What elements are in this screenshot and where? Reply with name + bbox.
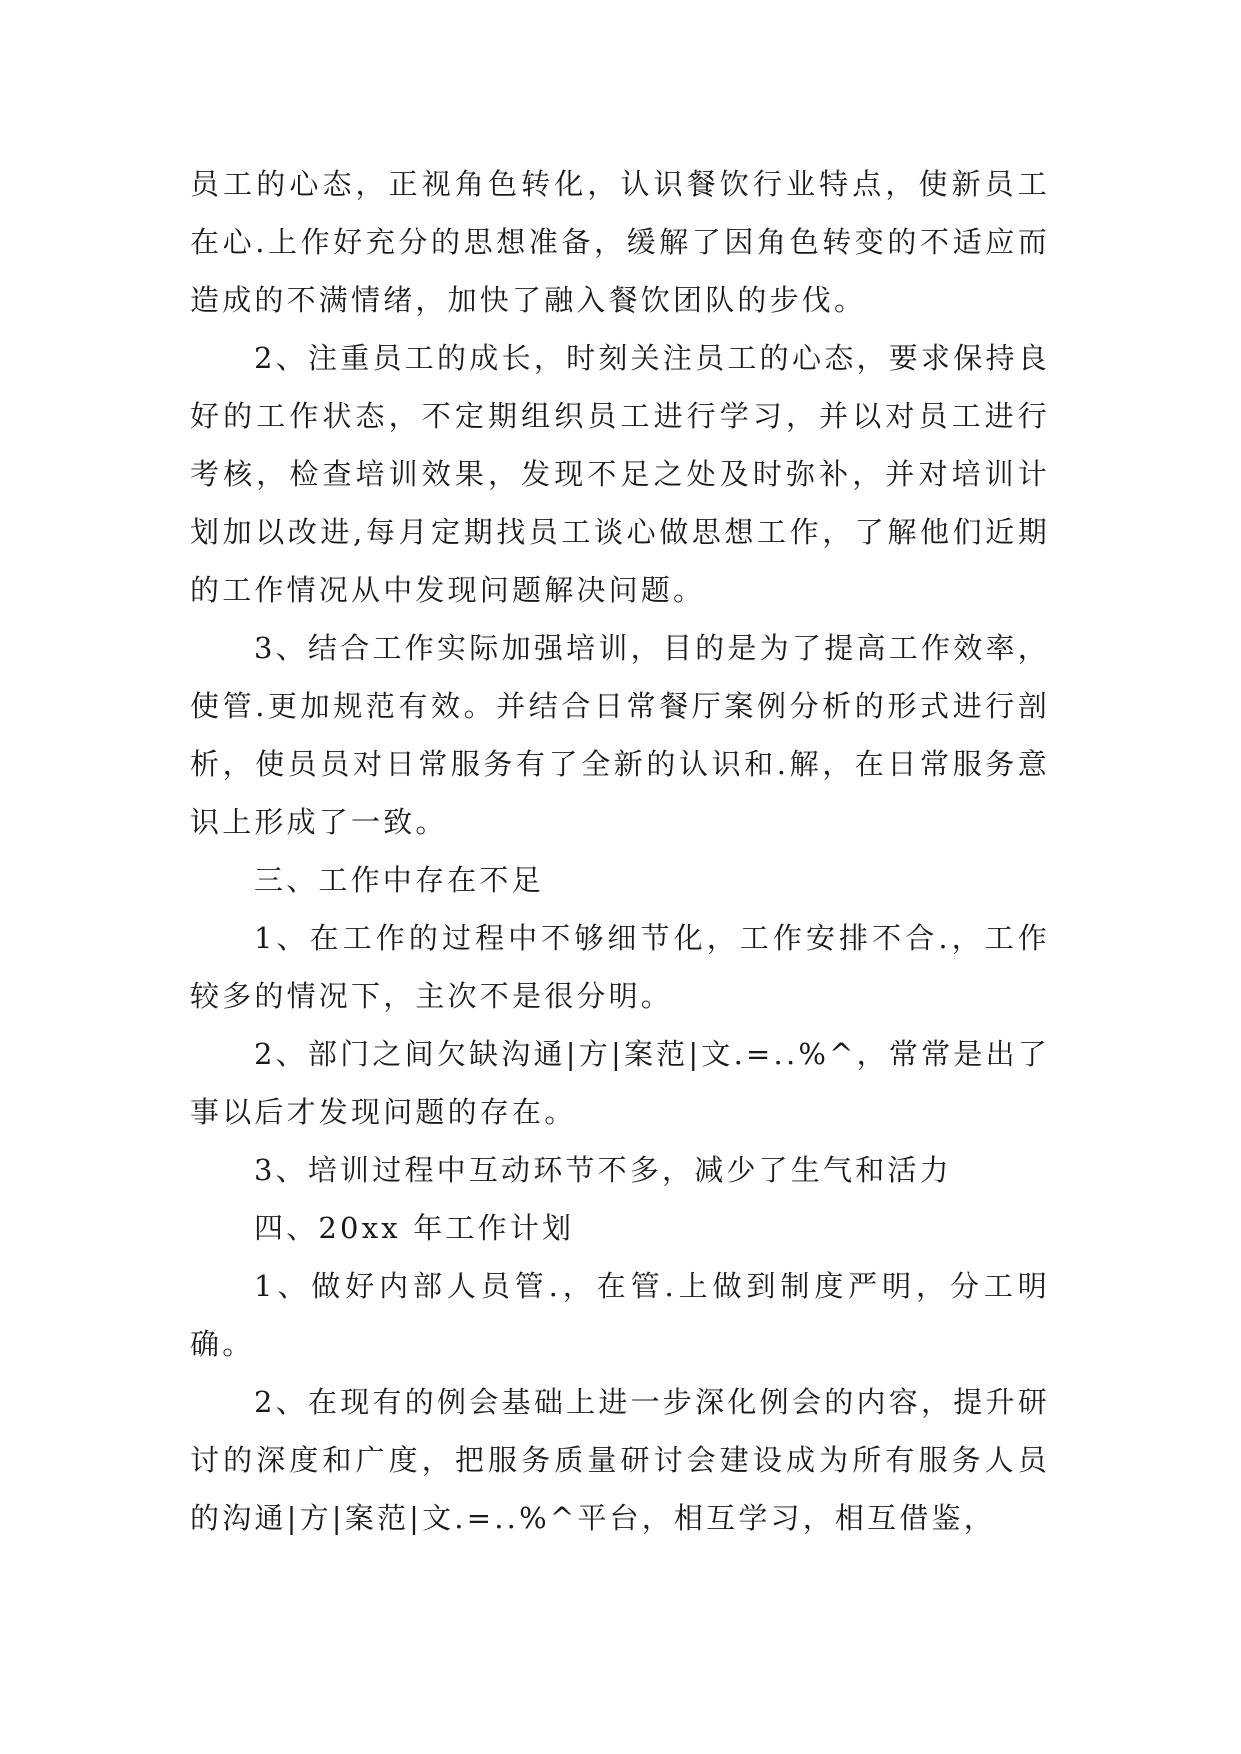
document-body — [190, 155, 1050, 1547]
section-heading: 三、工作中存在不足 — [254, 863, 544, 897]
paragraph: 2、在现有的例会基础上进一步深化例会的内容，提升研讨的深度和广度，把服务质量研讨会建设成为所有服务人员的沟通|方|案范|文.=..%^平台，相互学习，相互借鉴， — [190, 1385, 1050, 1535]
paragraph: 1、在工作的过程中不够细节化，工作安排不合.，工作较多的情况下，主次不是很分明。 — [190, 921, 1050, 1013]
paragraph: 3、结合工作实际加强培训，目的是为了提高工作效率，使管.更加规范有效。并结合日常餐厅案例分析的形式进行剖析，使员员对日常服务有了全新的认识和.解，在日常服务意识上形成了一致。 — [190, 631, 1050, 839]
paragraph: 2、注重员工的成长，时刻关注员工的心态，要求保持良好的工作状态，不定期组织员工进行学习，并以对员工进行考核，检查培训效果，发现不足之处及时弥补，并对培训计划加以改进,每月定期找员工谈心做思想工作，了解他们近期的工作情况从中发现问题解决问题。 — [190, 341, 1050, 607]
paragraph: 员工的心态，正视角色转化，认识餐饮行业特点，使新员工在心.上作好充分的思想准备，缓解了因角色转变的不适应而造成的不满情绪，加快了融入餐饮团队的步伐。 — [190, 167, 1050, 317]
section-heading: 四、20xx 年工作计划 — [254, 1211, 575, 1245]
paragraph: 2、部门之间欠缺沟通|方|案范|文.=..%^，常常是出了事以后才发现问题的存在。 — [190, 1037, 1050, 1129]
paragraph: 1、做好内部人员管.，在管.上做到制度严明，分工明确。 — [190, 1269, 1050, 1361]
paragraph: 3、培训过程中互动环节不多，减少了生气和活力 — [254, 1153, 952, 1187]
